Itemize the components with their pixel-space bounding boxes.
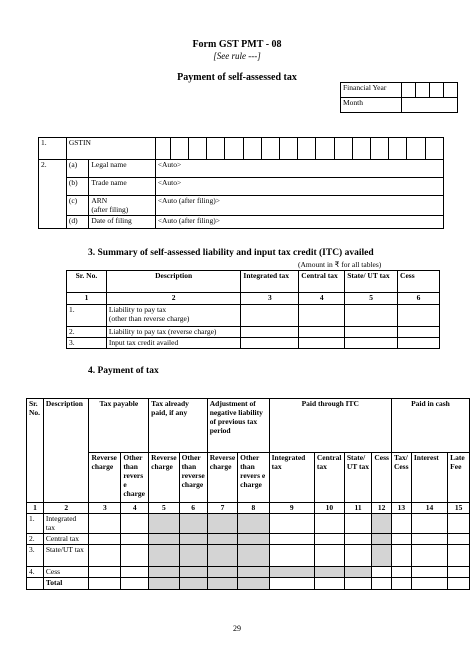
- page-number: 29: [233, 624, 241, 633]
- row-desc: Input tax credit availed: [106, 338, 241, 349]
- subheader: State/ UT tax: [344, 453, 372, 503]
- amount-cell[interactable]: [121, 545, 149, 567]
- amount-cell-disabled: [344, 567, 372, 578]
- summary-table: [66, 270, 440, 349]
- gstin-cell[interactable]: [371, 138, 389, 160]
- row-desc: State/UT tax: [43, 545, 89, 567]
- amount-cell-disabled: [179, 534, 207, 545]
- section4-heading: 4. Payment of tax: [88, 366, 159, 376]
- row-sr: [27, 578, 44, 590]
- col-number: 5: [345, 293, 398, 305]
- amount-cell[interactable]: [121, 534, 149, 545]
- amount-cell-disabled: [149, 545, 179, 567]
- amount-cell[interactable]: [391, 578, 411, 590]
- row-label: Date of filing: [89, 216, 155, 229]
- amount-cell[interactable]: [448, 578, 470, 590]
- financial-year-cell[interactable]: [416, 83, 430, 98]
- amount-cell[interactable]: [345, 327, 398, 338]
- rule-reference: [See rule ---]: [213, 51, 261, 61]
- table-row: [27, 545, 470, 567]
- amount-cell[interactable]: [269, 534, 314, 545]
- col-header: Tax already paid, if any: [149, 399, 208, 453]
- subheader: Interest: [411, 453, 447, 503]
- form-title: Form GST PMT - 08: [192, 39, 282, 50]
- amount-cell[interactable]: [269, 545, 314, 567]
- amount-cell[interactable]: [121, 567, 149, 578]
- payment-table: [26, 398, 470, 590]
- row-label: GSTIN: [66, 138, 155, 160]
- amount-cell[interactable]: [89, 545, 121, 567]
- amount-cell[interactable]: [241, 305, 299, 327]
- col-header: Sr. No.: [27, 399, 44, 503]
- subheader: Reverse charge: [149, 453, 179, 503]
- trade-name-value[interactable]: <Auto>: [155, 178, 443, 196]
- amount-cell[interactable]: [411, 534, 447, 545]
- table-row: [67, 305, 440, 327]
- row-sr: 2.: [39, 160, 67, 229]
- amount-cell-disabled: [149, 578, 179, 590]
- gstin-cell[interactable]: [207, 138, 225, 160]
- table-row: [27, 514, 470, 534]
- col-number: 5: [149, 503, 179, 514]
- taxpayer-row: [39, 160, 444, 178]
- amount-cell[interactable]: [344, 534, 372, 545]
- amount-cell[interactable]: [391, 534, 411, 545]
- table-row: [27, 534, 470, 545]
- row-desc: Liability to pay tax (reverse charge): [106, 327, 241, 338]
- row-sub: (d): [66, 216, 89, 229]
- col-number: 9: [269, 503, 314, 514]
- table-row: [67, 327, 440, 338]
- amount-cell[interactable]: [314, 578, 344, 590]
- amount-cell[interactable]: [344, 514, 372, 534]
- gstin-cell[interactable]: [298, 138, 316, 160]
- subheader: Tax/ Cess: [391, 453, 411, 503]
- row-sr: 1.: [39, 138, 67, 160]
- amount-cell-disabled: [179, 578, 207, 590]
- amount-cell[interactable]: [391, 514, 411, 534]
- amount-cell[interactable]: [411, 514, 447, 534]
- amount-cell-disabled: [207, 514, 237, 534]
- amount-cell-disabled: [372, 534, 392, 545]
- taxpayer-details-table: [38, 137, 444, 229]
- date-of-filing-value[interactable]: <Auto (after filing)>: [155, 216, 443, 229]
- amount-cell-disabled: [238, 567, 269, 578]
- gstin-cell[interactable]: [425, 138, 443, 160]
- subheader: Reverse charge: [89, 453, 121, 503]
- col-header: Description: [106, 271, 241, 293]
- amount-cell[interactable]: [299, 305, 345, 327]
- taxpayer-row: [39, 216, 444, 229]
- amount-cell[interactable]: [299, 327, 345, 338]
- amount-cell-disabled: [179, 514, 207, 534]
- gstin-cell[interactable]: [155, 138, 170, 160]
- amount-cell[interactable]: [269, 578, 314, 590]
- section3-heading: 3. Summary of self-assessed liability and input tax credit (ITC) availed: [88, 248, 374, 258]
- col-header: Paid through ITC: [269, 399, 391, 453]
- subheader: Central tax: [314, 453, 344, 503]
- amount-cell[interactable]: [398, 305, 440, 327]
- row-desc: Liability to pay tax (other than reverse charge): [106, 305, 241, 327]
- col-header: Integrated tax: [241, 271, 299, 293]
- col-header: Central tax: [299, 271, 345, 293]
- amount-cell[interactable]: [344, 578, 372, 590]
- col-number: 15: [448, 503, 470, 514]
- amount-cell-disabled: [238, 545, 269, 567]
- gstin-cell[interactable]: [170, 138, 188, 160]
- row-desc: Total: [43, 578, 89, 590]
- col-number: 6: [398, 293, 440, 305]
- amount-cell-disabled: [149, 567, 179, 578]
- amount-cell[interactable]: [411, 567, 447, 578]
- row-desc: Integrated tax: [43, 514, 89, 534]
- amount-cell[interactable]: [121, 578, 149, 590]
- amount-cell-disabled: [372, 514, 392, 534]
- gstin-cell[interactable]: [316, 138, 334, 160]
- gstin-cell[interactable]: [334, 138, 352, 160]
- col-header: Paid in cash: [391, 399, 469, 453]
- amount-cell[interactable]: [241, 338, 299, 349]
- col-header: Cess: [398, 271, 440, 293]
- period-table: [340, 82, 458, 113]
- gstin-cell[interactable]: [225, 138, 243, 160]
- gstin-cell[interactable]: [261, 138, 279, 160]
- amount-cell[interactable]: [89, 578, 121, 590]
- amount-cell[interactable]: [448, 545, 470, 567]
- amount-cell[interactable]: [89, 534, 121, 545]
- amount-cell[interactable]: [391, 545, 411, 567]
- col-number: 4: [299, 293, 345, 305]
- financial-year-cell[interactable]: [402, 83, 416, 98]
- legal-name-value[interactable]: <Auto>: [155, 160, 443, 178]
- gstin-cell[interactable]: [279, 138, 297, 160]
- row-sub: (a): [66, 160, 89, 178]
- col-number: 2: [43, 503, 89, 514]
- gstin-cell[interactable]: [389, 138, 407, 160]
- col-header: State/ UT tax: [345, 271, 398, 293]
- subheader: Other than revers e charge: [238, 453, 269, 503]
- taxpayer-row: [39, 196, 444, 216]
- taxpayer-row: [39, 178, 444, 196]
- amount-cell[interactable]: [448, 514, 470, 534]
- amount-cell[interactable]: [372, 578, 392, 590]
- row-sr: 1.: [67, 305, 107, 327]
- col-number: 11: [344, 503, 372, 514]
- col-number: 3: [241, 293, 299, 305]
- amount-cell-disabled: [179, 567, 207, 578]
- amount-cell-disabled: [207, 578, 237, 590]
- amount-cell-disabled: [207, 534, 237, 545]
- table-row-total: [27, 578, 470, 590]
- taxpayer-row-gstin: [39, 138, 444, 160]
- subheader: Other than reverse charge: [179, 453, 207, 503]
- col-header: Adjustment of negative liability of previous tax period: [207, 399, 269, 453]
- col-number: 1: [27, 503, 44, 514]
- row-sr: 3.: [67, 338, 107, 349]
- row-label: Trade name: [89, 178, 155, 196]
- col-number: 14: [411, 503, 447, 514]
- amount-cell[interactable]: [372, 567, 392, 578]
- amount-cell[interactable]: [269, 514, 314, 534]
- subheader: Integrated tax: [269, 453, 314, 503]
- amount-cell-disabled: [149, 514, 179, 534]
- amount-cell-disabled: [207, 545, 237, 567]
- amount-cell-disabled: [238, 578, 269, 590]
- amount-cell-disabled: [269, 567, 314, 578]
- col-number: 10: [314, 503, 344, 514]
- subheader: Reverse charge: [207, 453, 237, 503]
- gstin-cell[interactable]: [407, 138, 425, 160]
- col-number: 4: [121, 503, 149, 514]
- row-label: Legal name: [89, 160, 155, 178]
- amount-cell[interactable]: [345, 338, 398, 349]
- amount-cell-disabled: [238, 514, 269, 534]
- amount-cell-disabled: [238, 534, 269, 545]
- col-number: 7: [207, 503, 237, 514]
- amount-cell[interactable]: [299, 338, 345, 349]
- gstin-cell[interactable]: [188, 138, 206, 160]
- amount-cell[interactable]: [448, 534, 470, 545]
- amount-cell-disabled: [372, 545, 392, 567]
- arn-value[interactable]: <Auto (after filing)>: [155, 196, 443, 216]
- col-number: 8: [238, 503, 269, 514]
- amount-cell[interactable]: [314, 514, 344, 534]
- row-sub: (b): [66, 178, 89, 196]
- amount-cell[interactable]: [89, 514, 121, 534]
- financial-year-label: Financial Year: [341, 83, 402, 98]
- amount-cell[interactable]: [391, 567, 411, 578]
- gstin-cell[interactable]: [352, 138, 370, 160]
- form-subtitle: Payment of self-assessed tax: [177, 72, 297, 83]
- amount-cell[interactable]: [411, 545, 447, 567]
- table-row: [67, 338, 440, 349]
- row-desc: Central tax: [43, 534, 89, 545]
- amount-cell[interactable]: [89, 567, 121, 578]
- amount-cell-disabled: [179, 545, 207, 567]
- col-header: Sr. No.: [67, 271, 107, 293]
- financial-year-cell[interactable]: [430, 83, 444, 98]
- amount-cell-disabled: [149, 534, 179, 545]
- col-number: 1: [67, 293, 107, 305]
- row-sr: 2.: [27, 534, 44, 545]
- amount-cell-disabled: [207, 567, 237, 578]
- amount-cell[interactable]: [344, 545, 372, 567]
- amount-cell-disabled: [314, 567, 344, 578]
- row-sr: 4.: [27, 567, 44, 578]
- row-sr: 2.: [67, 327, 107, 338]
- financial-year-cell[interactable]: [444, 83, 458, 98]
- amount-cell[interactable]: [448, 567, 470, 578]
- subheader: Other than revers e charge: [121, 453, 149, 503]
- amount-cell[interactable]: [121, 514, 149, 534]
- subheader: Late Fee: [448, 453, 470, 503]
- amount-cell[interactable]: [314, 534, 344, 545]
- table-row: [27, 567, 470, 578]
- col-header: Tax payable: [89, 399, 149, 453]
- col-number: 13: [391, 503, 411, 514]
- col-number: 3: [89, 503, 121, 514]
- col-number: 12: [372, 503, 392, 514]
- amount-cell[interactable]: [241, 327, 299, 338]
- amount-cell[interactable]: [314, 545, 344, 567]
- amount-cell[interactable]: [411, 578, 447, 590]
- month-label: Month: [341, 98, 402, 113]
- row-sr: 3.: [27, 545, 44, 567]
- month-cell[interactable]: [402, 98, 458, 113]
- amount-cell[interactable]: [398, 338, 440, 349]
- row-desc: Cess: [43, 567, 89, 578]
- row-sub: (c): [66, 196, 89, 216]
- col-header: Description: [43, 399, 89, 503]
- amount-cell[interactable]: [345, 305, 398, 327]
- row-label: ARN (after filing): [89, 196, 155, 216]
- col-number: 6: [179, 503, 207, 514]
- row-sr: 1.: [27, 514, 44, 534]
- amount-cell[interactable]: [398, 327, 440, 338]
- gstin-cell[interactable]: [243, 138, 261, 160]
- col-number: 2: [106, 293, 241, 305]
- subheader: Cess: [372, 453, 392, 503]
- amount-note: (Amount in ₹ for all tables): [298, 260, 382, 269]
